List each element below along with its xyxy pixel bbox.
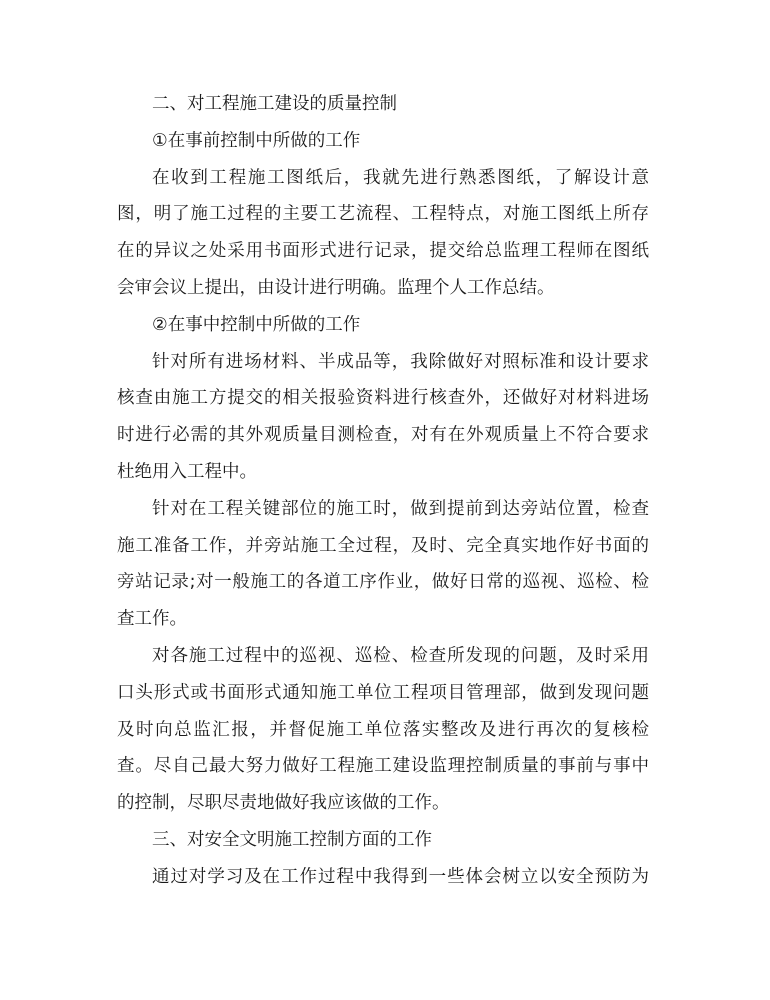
paragraph-line: 施工准备工作，并旁站施工全过程，及时、完全真实地作好书面的 (117, 535, 649, 556)
paragraph-line: 查。尽自己最大努力做好工程施工建设监理控制质量的事前与事中 (117, 756, 649, 777)
paragraph-line: 针对所有进场材料、半成品等，我除做好对照标准和设计要求 (152, 351, 649, 372)
paragraph-line: 杜绝用入工程中。 (117, 461, 257, 482)
paragraph-line: 时进行必需的其外观质量目测检查，对有在外观质量上不符合要求 (117, 425, 649, 446)
paragraph-line: 会审会议上提出，由设计进行明确。监理个人工作总结。 (117, 277, 555, 298)
paragraph-line: 针对在工程关键部位的施工时，做到提前到达旁站位置，检查 (152, 498, 649, 519)
subheading-in-process-control: ②在事中控制中所做的工作 (152, 314, 361, 335)
paragraph-line: 核查由施工方提交的相关报验资料进行核查外，还做好对材料进场 (117, 388, 649, 409)
paragraph-line: 查工作。 (117, 609, 187, 630)
section-heading-safety-control: 三、对安全文明施工控制方面的工作 (152, 829, 432, 850)
section-heading-quality-control: 二、对工程施工建设的质量控制 (152, 94, 397, 114)
paragraph-line: 对各施工过程中的巡视、巡检、检查所发现的问题，及时采用 (152, 645, 649, 666)
paragraph-line: 旁站记录;对一般施工的各道工序作业，做好日常的巡视、巡检、检 (117, 572, 649, 593)
paragraph-line: 口头形式或书面形式通知施工单位工程项目管理部，做到发现问题 (117, 682, 649, 703)
paragraph-line: 在收到工程施工图纸后，我就先进行熟悉图纸，了解设计意 (152, 167, 649, 188)
paragraph-line: 在的异议之处采用书面形式进行记录，提交给总监理工程师在图纸 (117, 241, 649, 262)
document-body (117, 86, 649, 896)
subheading-pre-control: ①在事前控制中所做的工作 (152, 130, 361, 151)
paragraph-line: 图，明了施工过程的主要工艺流程、工程特点，对施工图纸上所存 (117, 204, 649, 225)
paragraph-line: 的控制，尽职尽责地做好我应该做的工作。 (117, 793, 450, 814)
paragraph-line: 及时向总监汇报，并督促施工单位落实整改及进行再次的复核检 (117, 719, 649, 740)
paragraph-line: 通过对学习及在工作过程中我得到一些体会树立以安全预防为 (152, 866, 649, 887)
